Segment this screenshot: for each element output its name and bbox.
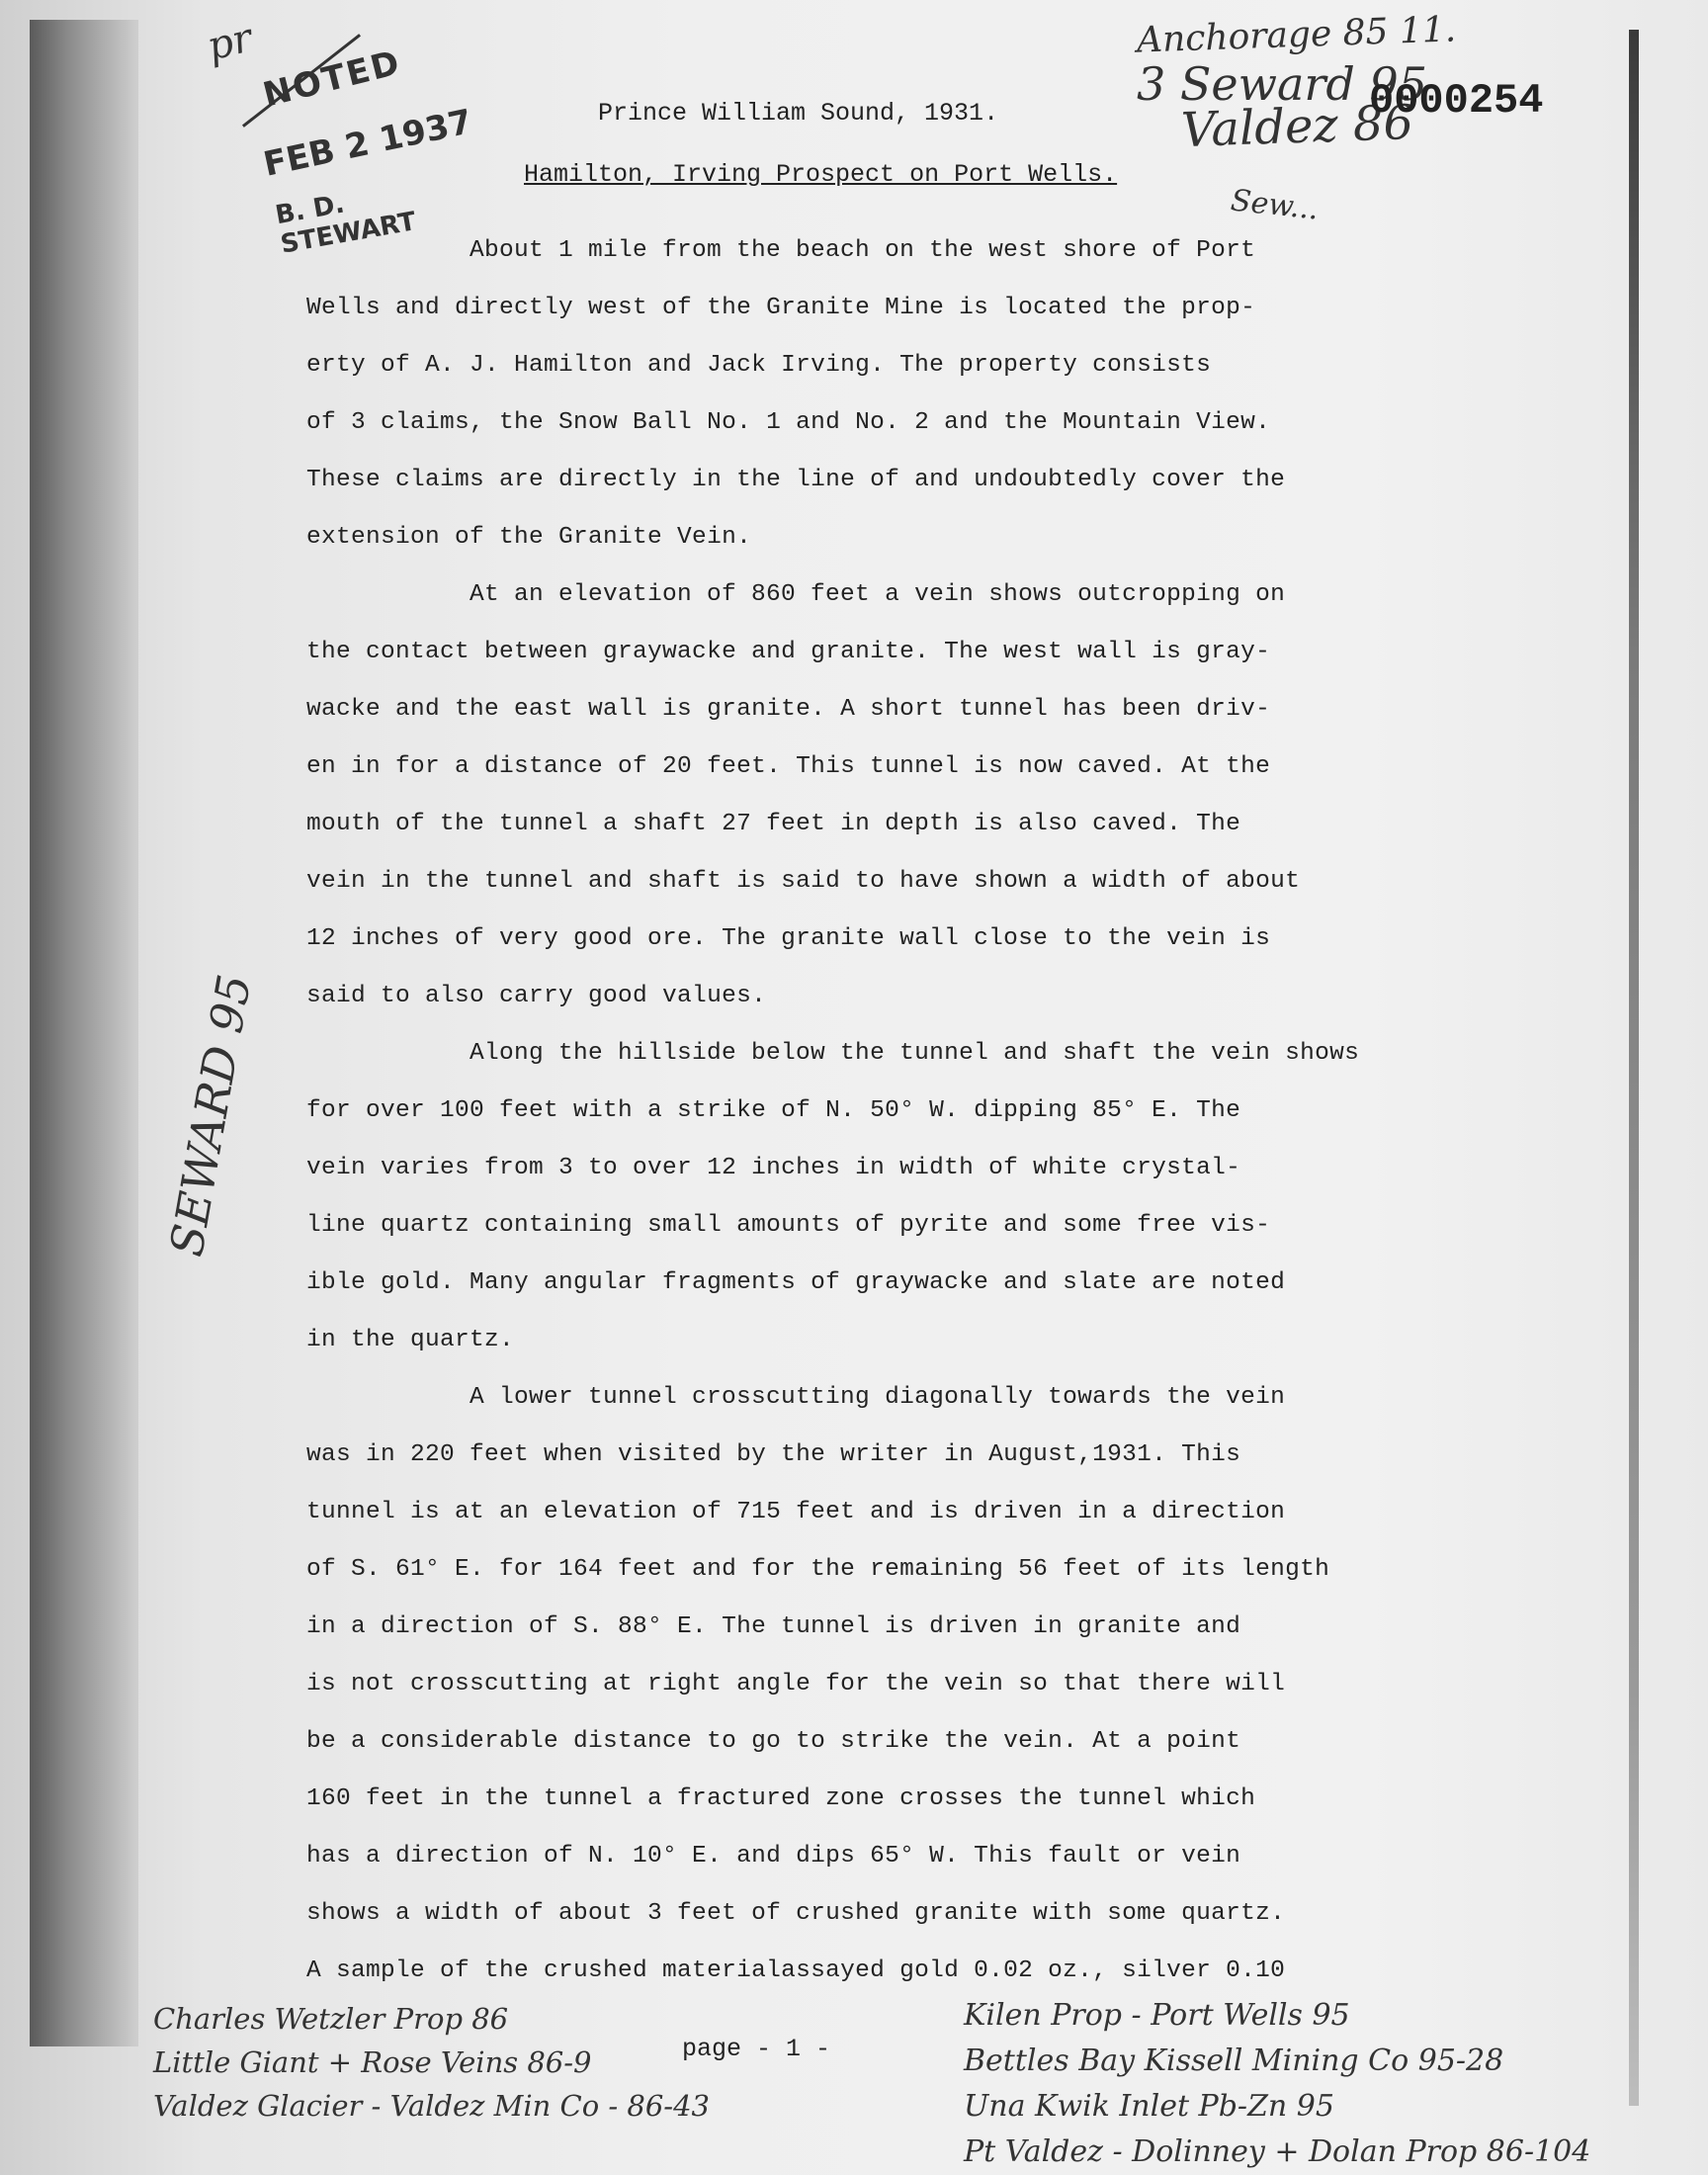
footer-left-line: Charles Wetzler Prop 86 [153,2002,509,2036]
handwritten-valdez: Valdez 86 [1180,94,1414,159]
body-line: Along the hillside below the tunnel and shaft the vein shows [470,1040,1360,1067]
body-line: has a direction of N. 10° E. and dips 65° W. This fault or vein [306,1843,1241,1870]
body-line: extension of the Granite Vein. [306,524,752,551]
body-line: Wells and directly west of the Granite Mine is located the prop- [306,295,1256,321]
body-line: in a direction of S. 88° E. The tunnel is driven in granite and [306,1613,1241,1640]
document-number: 0000254 [1369,77,1544,125]
body-line: A sample of the crushed materialassayed gold 0.02 oz., silver 0.10 [306,1958,1286,1984]
body-line: A lower tunnel crosscutting diagonally towards the vein [470,1384,1286,1411]
body-line: of S. 61° E. for 164 feet and for the remaining 56 feet of its length [306,1556,1330,1583]
body-line: shows a width of about 3 feet of crushed granite with some quartz. [306,1900,1286,1927]
body-line: At an elevation of 860 feet a vein shows outcropping on [470,581,1286,608]
body-line: en in for a distance of 20 feet. This tunnel is now caved. At the [306,753,1271,780]
body-line: erty of A. J. Hamilton and Jack Irving. The property consists [306,352,1212,379]
body-line: About 1 mile from the beach on the west shore of Port [470,237,1256,264]
stamp-noted: NOTED [259,43,405,116]
scan-right-edge [1629,30,1639,2106]
footer-left-line: Valdez Glacier - Valdez Min Co - 86-43 [153,2089,710,2123]
footer-left-line: Little Giant + Rose Veins 86-9 [153,2045,592,2079]
body-line: said to also carry good values. [306,983,767,1009]
body-line: be a considerable distance to go to strike the vein. At a point [306,1728,1241,1755]
scan-binding-strip [30,20,138,2046]
handwritten-margin-note: SEWARD 95 [159,970,262,1261]
handwritten-footer-right [964,1993,1590,2175]
body-line: ible gold. Many angular fragments of graywacke and slate are noted [306,1269,1286,1296]
body-line: in the quartz. [306,1327,515,1353]
body-line: These claims are directly in the line of and undoubtedly cover the [306,467,1286,493]
body-line: wacke and the east wall is granite. A short tunnel has been driv- [306,696,1271,723]
body-line: 12 inches of very good ore. The granite wall close to the vein is [306,925,1271,952]
document-title: Prince William Sound, 1931. [598,99,999,128]
footer-right-line: Kilen Prop - Port Wells 95 [964,1998,1350,2033]
body-line: vein varies from 3 to over 12 inches in width of white crystal- [306,1155,1241,1181]
footer-right-line: Una Kwik Inlet Pb-Zn 95 [964,2089,1334,2124]
handwritten-anchorage: Anchorage 85 11. [1136,9,1457,61]
body-line: for over 100 feet with a strike of N. 50° W. dipping 85° E. The [306,1097,1241,1124]
stamp-date: FEB 2 1937 [260,102,476,185]
footer-right-line: Bettles Bay Kissell Mining Co 95-28 [964,2044,1504,2078]
body-line: the contact between graywacke and granite. The west wall is gray- [306,639,1271,665]
body-line: line quartz containing small amounts of pyrite and some free vis- [306,1212,1271,1239]
body-line: tunnel is at an elevation of 715 feet and is driven in a direction [306,1499,1286,1525]
document-subtitle: Hamilton, Irving Prospect on Port Wells. [524,160,1118,189]
footer-right-line: Pt Valdez - Dolinney + Dolan Prop 86-104 [964,2134,1591,2169]
document-body [306,222,1493,2000]
body-line: is not crosscutting at right angle for the vein so that there will [306,1671,1286,1697]
handwritten-footer-left [153,1997,710,2128]
handwritten-subtitle-note: Sew... [1229,183,1321,227]
stamp-by: B. D. STEWART [273,189,419,260]
stamp-initials: pr [203,15,257,70]
body-line: mouth of the tunnel a shaft 27 feet in depth is also caved. The [306,811,1241,837]
noted-stamp [203,15,484,260]
page-number: page - 1 - [682,2035,831,2063]
handwritten-seward: 3 Seward 95 [1137,57,1428,111]
body-line: of 3 claims, the Snow Ball No. 1 and No. 2 and the Mountain View. [306,409,1271,436]
body-line: was in 220 feet when visited by the writer in August,1931. This [306,1441,1241,1468]
body-line: vein in the tunnel and shaft is said to have shown a width of about [306,868,1301,895]
body-line: 160 feet in the tunnel a fractured zone crosses the tunnel which [306,1785,1256,1812]
